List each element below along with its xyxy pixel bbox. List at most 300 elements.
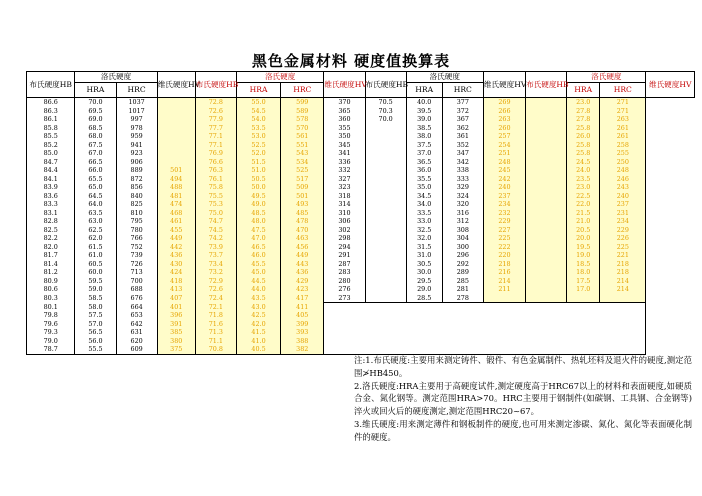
cell-right-3: 333 <box>442 175 483 184</box>
cell-left-3 <box>157 107 195 116</box>
cell-right-1 <box>365 217 406 226</box>
cell-right-7: 218 <box>600 260 646 269</box>
cell-left-5: 48.0 <box>236 217 280 226</box>
table-row <box>27 183 695 192</box>
cell-right-2: 28.5 <box>406 294 442 303</box>
cell-right-6: 25.8 <box>567 149 600 158</box>
cell-right-5 <box>526 158 567 167</box>
cell-left-3 <box>157 158 195 167</box>
cell-right-6: 19.5 <box>567 243 600 252</box>
cell-left-3: 413 <box>157 285 195 294</box>
cell-right-6: 19.0 <box>567 251 600 260</box>
cell-left-0: 79.3 <box>27 328 75 337</box>
cell-left-1: 58.0 <box>75 303 116 312</box>
cell-right-4: 218 <box>483 260 525 269</box>
cell-left-6: 405 <box>281 311 324 320</box>
cell-left-0: 82.0 <box>27 243 75 252</box>
cell-right-5 <box>526 234 567 243</box>
cell-left-4: 76.9 <box>195 149 236 158</box>
cell-right-3: 377 <box>442 98 483 107</box>
header-hra-3: HRA <box>406 83 442 98</box>
cell-right-0: 365 <box>324 107 365 116</box>
cell-right-1 <box>365 158 406 167</box>
cell-right-4: 211 <box>483 285 525 294</box>
cell-left-3: 468 <box>157 209 195 218</box>
cell-right-3: 320 <box>442 200 483 209</box>
cell-left-1: 57.5 <box>75 311 116 320</box>
cell-left-4: 75.0 <box>195 209 236 218</box>
cell-right-5 <box>526 277 567 286</box>
cell-left-4: 77.1 <box>195 132 236 141</box>
cell-right-7: 225 <box>600 243 646 252</box>
cell-left-3: 488 <box>157 183 195 192</box>
cell-left-4: 73.2 <box>195 268 236 277</box>
header-rockwell-1: 洛氏硬度 <box>75 72 157 83</box>
cell-right-0: 306 <box>324 217 365 226</box>
cell-left-0: 85.5 <box>27 132 75 141</box>
header-hrc-1: HRC <box>116 83 157 98</box>
cell-left-0: 86.1 <box>27 115 75 124</box>
cell-right-2: 35.5 <box>406 175 442 184</box>
cell-right-5 <box>526 260 567 269</box>
cell-right-0: 273 <box>324 294 365 303</box>
header-hrc-4: HRC <box>600 83 646 98</box>
cell-right-3: 281 <box>442 285 483 294</box>
cell-left-0: 86.6 <box>27 98 75 107</box>
cell-right-3: 296 <box>442 251 483 260</box>
cell-right-7: 248 <box>600 166 646 175</box>
cell-right-4: 232 <box>483 209 525 218</box>
cell-left-1: 59.5 <box>75 277 116 286</box>
cell-right-5 <box>526 217 567 226</box>
cell-right-1 <box>365 175 406 184</box>
cell-right-1 <box>365 285 406 294</box>
cell-right-2: 30.5 <box>406 260 442 269</box>
table-row <box>27 251 695 260</box>
cell-left-5: 46.5 <box>236 243 280 252</box>
cell-right-1 <box>365 226 406 235</box>
cell-right-4: 220 <box>483 251 525 260</box>
cell-right-4: 229 <box>483 217 525 226</box>
cell-right-1: 70.0 <box>365 115 406 124</box>
cell-left-1: 61.0 <box>75 251 116 260</box>
cell-right-5 <box>526 107 567 116</box>
cell-left-2: 856 <box>116 183 157 192</box>
cell-right-0: 280 <box>324 277 365 286</box>
table-row <box>27 268 695 277</box>
cell-left-2: 688 <box>116 285 157 294</box>
cell-right-0: 323 <box>324 183 365 192</box>
cell-left-6: 470 <box>281 226 324 235</box>
cell-right-7: 231 <box>600 209 646 218</box>
cell-right-0: 327 <box>324 175 365 184</box>
cell-left-1: 69.0 <box>75 115 116 124</box>
note-1: 注:1.布氏硬度:主要用来测定铸件、锻件、有色金属制件、热轧坯料及退火件的硬度,测定范围≯HB450。 <box>354 355 692 378</box>
cell-left-6: 561 <box>281 132 324 141</box>
cell-left-5: 53.5 <box>236 124 280 133</box>
cell-right-0: 294 <box>324 243 365 252</box>
cell-right-6: 20.5 <box>567 226 600 235</box>
cell-right-6: 23.5 <box>567 175 600 184</box>
cell-left-3: 396 <box>157 311 195 320</box>
cell-left-1: 62.0 <box>75 234 116 243</box>
cell-left-0: 82.2 <box>27 234 75 243</box>
cell-right-7: 234 <box>600 217 646 226</box>
cell-right-6: 25.8 <box>567 124 600 133</box>
header-hv-4: 维氏硬度HV <box>646 72 695 98</box>
cell-right-2: 33.5 <box>406 209 442 218</box>
cell-left-3 <box>157 115 195 124</box>
header-hb-2: 布氏硬度HB <box>195 72 236 98</box>
cell-left-4: 76.1 <box>195 175 236 184</box>
cell-left-2: 810 <box>116 209 157 218</box>
cell-left-1: 66.5 <box>75 158 116 167</box>
cell-right-4: 245 <box>483 166 525 175</box>
cell-right-0: 332 <box>324 166 365 175</box>
cell-right-7: 214 <box>600 285 646 294</box>
cell-left-1: 67.5 <box>75 141 116 150</box>
table-row <box>27 209 695 218</box>
cell-right-4: 260 <box>483 124 525 133</box>
cell-right-2: 32.5 <box>406 226 442 235</box>
cell-left-5: 52.0 <box>236 149 280 158</box>
cell-left-6: 534 <box>281 158 324 167</box>
cell-left-5: 40.5 <box>236 345 280 354</box>
cell-left-5: 51.0 <box>236 166 280 175</box>
cell-right-2: 39.0 <box>406 115 442 124</box>
cell-left-4: 72.6 <box>195 285 236 294</box>
table-row <box>27 226 695 235</box>
cell-right-1 <box>365 277 406 286</box>
cell-left-2: 997 <box>116 115 157 124</box>
cell-right-4: 222 <box>483 243 525 252</box>
cell-right-2: 31.5 <box>406 243 442 252</box>
cell-right-3: 285 <box>442 277 483 286</box>
cell-left-2: 664 <box>116 303 157 312</box>
header-hb-1: 布氏硬度HB <box>27 72 75 98</box>
cell-left-6: 478 <box>281 217 324 226</box>
cell-right-2: 37.0 <box>406 149 442 158</box>
cell-left-4: 76.3 <box>195 166 236 175</box>
cell-right-6: 22.5 <box>567 192 600 201</box>
cell-left-3: 449 <box>157 234 195 243</box>
cell-right-5 <box>526 294 567 303</box>
cell-left-0: 83.1 <box>27 209 75 218</box>
cell-right-4: 257 <box>483 132 525 141</box>
cell-right-0: 276 <box>324 285 365 294</box>
cell-left-2: 676 <box>116 294 157 303</box>
cell-left-4: 72.9 <box>195 277 236 286</box>
cell-left-1: 58.5 <box>75 294 116 303</box>
cell-left-3: 430 <box>157 260 195 269</box>
header-hrc-2: HRC <box>281 83 324 98</box>
cell-left-5: 49.5 <box>236 192 280 201</box>
cell-left-4: 77.9 <box>195 115 236 124</box>
cell-left-4: 71.8 <box>195 311 236 320</box>
cell-left-3: 494 <box>157 175 195 184</box>
cell-left-5: 50.0 <box>236 183 280 192</box>
cell-left-5: 42.0 <box>236 320 280 329</box>
cell-left-6: 493 <box>281 200 324 209</box>
cell-right-0: 287 <box>324 260 365 269</box>
cell-right-6: 23.0 <box>567 183 600 192</box>
header-hv-3: 维氏硬度HV <box>483 72 525 98</box>
cell-right-5 <box>526 192 567 201</box>
cell-right-4: 240 <box>483 183 525 192</box>
cell-left-4: 73.9 <box>195 243 236 252</box>
cell-left-3: 407 <box>157 294 195 303</box>
cell-right-7: 229 <box>600 226 646 235</box>
table-row <box>27 107 695 116</box>
cell-right-5 <box>526 175 567 184</box>
cell-left-6: 411 <box>281 303 324 312</box>
note-3: 3.维氏硬度:用来测定薄件和钢板制件的硬度,也可用来测定渗碳、氮化、氮化等表面硬化制件的硬度。 <box>354 418 692 442</box>
cell-left-1: 56.5 <box>75 328 116 337</box>
cell-right-5 <box>526 132 567 141</box>
cell-right-1 <box>365 294 406 303</box>
cell-left-5: 49.0 <box>236 200 280 209</box>
cell-left-2: 766 <box>116 234 157 243</box>
cell-right-6: 24.0 <box>567 166 600 175</box>
cell-right-1 <box>365 192 406 201</box>
cell-left-4: 72.1 <box>195 303 236 312</box>
cell-left-3: 474 <box>157 200 195 209</box>
cell-right-4: 242 <box>483 175 525 184</box>
cell-left-3: 391 <box>157 320 195 329</box>
cell-left-6: 423 <box>281 285 324 294</box>
cell-right-3: 289 <box>442 268 483 277</box>
cell-left-6: 393 <box>281 328 324 337</box>
cell-left-5: 52.5 <box>236 141 280 150</box>
cell-left-2: 631 <box>116 328 157 337</box>
header-hra-1: HRA <box>75 83 116 98</box>
cell-right-4: 254 <box>483 141 525 150</box>
cell-left-3: 481 <box>157 192 195 201</box>
cell-left-3: 501 <box>157 166 195 175</box>
table-row <box>27 98 695 107</box>
cell-left-4: 73.7 <box>195 251 236 260</box>
cell-right-1 <box>365 124 406 133</box>
cell-right-5 <box>526 115 567 124</box>
cell-left-3 <box>157 124 195 133</box>
cell-left-2: 1017 <box>116 107 157 116</box>
table-row <box>27 217 695 226</box>
cell-right-6: 21.0 <box>567 217 600 226</box>
table-row <box>27 303 695 312</box>
cell-right-1 <box>365 200 406 209</box>
cell-left-5: 51.5 <box>236 158 280 167</box>
cell-right-3: 367 <box>442 115 483 124</box>
cell-left-2: 941 <box>116 141 157 150</box>
cell-right-7: 271 <box>600 98 646 107</box>
header-rockwell-3: 洛氏硬度 <box>406 72 483 83</box>
cell-left-1: 68.0 <box>75 132 116 141</box>
cell-right-5 <box>526 268 567 277</box>
cell-left-5: 42.5 <box>236 311 280 320</box>
cell-left-3: 442 <box>157 243 195 252</box>
cell-left-0: 85.8 <box>27 124 75 133</box>
cell-right-2: 29.0 <box>406 285 442 294</box>
cell-left-4: 71.1 <box>195 337 236 346</box>
cell-right-2: 40.0 <box>406 98 442 107</box>
header-hv-2: 维氏硬度HV <box>324 72 365 98</box>
table-row <box>27 260 695 269</box>
cell-right-7: 226 <box>600 234 646 243</box>
cell-left-1: 68.5 <box>75 124 116 133</box>
cell-left-0: 85.0 <box>27 149 75 158</box>
cell-left-6: 517 <box>281 175 324 184</box>
cell-left-1: 64.0 <box>75 200 116 209</box>
cell-right-0: 345 <box>324 141 365 150</box>
cell-left-2: 1037 <box>116 98 157 107</box>
cell-left-6: 551 <box>281 141 324 150</box>
cell-right-7: 261 <box>600 132 646 141</box>
cell-right-6: 20.0 <box>567 234 600 243</box>
table-row <box>27 234 695 243</box>
cell-right-3: 362 <box>442 124 483 133</box>
cell-left-2: 872 <box>116 175 157 184</box>
cell-left-5: 47.0 <box>236 234 280 243</box>
notes-area <box>324 303 646 355</box>
cell-right-4 <box>483 294 525 303</box>
cell-right-3: 312 <box>442 217 483 226</box>
cell-left-2: 700 <box>116 277 157 286</box>
cell-left-3: 385 <box>157 328 195 337</box>
cell-right-6: 18.0 <box>567 268 600 277</box>
cell-left-1: 61.5 <box>75 243 116 252</box>
cell-right-2: 34.5 <box>406 192 442 201</box>
cell-right-0: 302 <box>324 226 365 235</box>
cell-right-7: 214 <box>600 277 646 286</box>
cell-right-2: 33.0 <box>406 217 442 226</box>
cell-left-4: 70.8 <box>195 345 236 354</box>
cell-left-5: 48.5 <box>236 209 280 218</box>
cell-left-4: 71.3 <box>195 328 236 337</box>
cell-right-6: 23.0 <box>567 98 600 107</box>
cell-right-7: 263 <box>600 115 646 124</box>
cell-left-6: 388 <box>281 337 324 346</box>
cell-right-4: 263 <box>483 115 525 124</box>
cell-right-7: 246 <box>600 175 646 184</box>
cell-left-1: 63.5 <box>75 209 116 218</box>
cell-left-0: 82.8 <box>27 217 75 226</box>
cell-right-0: 341 <box>324 149 365 158</box>
cell-left-1: 56.0 <box>75 337 116 346</box>
cell-left-0: 81.4 <box>27 260 75 269</box>
cell-right-3: 278 <box>442 294 483 303</box>
cell-left-4: 74.2 <box>195 234 236 243</box>
cell-left-6: 485 <box>281 209 324 218</box>
cell-left-0: 79.0 <box>27 337 75 346</box>
cell-left-6: 429 <box>281 277 324 286</box>
cell-right-3: 338 <box>442 166 483 175</box>
cell-left-2: 609 <box>116 345 157 354</box>
cell-right-6: 27.8 <box>567 107 600 116</box>
cell-right-7 <box>600 294 646 303</box>
cell-left-6: 456 <box>281 243 324 252</box>
cell-left-5: 43.0 <box>236 303 280 312</box>
cell-left-6: 578 <box>281 115 324 124</box>
cell-left-0: 78.7 <box>27 345 75 354</box>
cell-left-1: 69.5 <box>75 107 116 116</box>
cell-left-0: 80.9 <box>27 277 75 286</box>
cell-right-5 <box>526 226 567 235</box>
cell-right-4: 234 <box>483 200 525 209</box>
cell-right-4: 269 <box>483 98 525 107</box>
cell-left-3 <box>157 132 195 141</box>
cell-left-1: 60.5 <box>75 260 116 269</box>
cell-left-4: 72.6 <box>195 107 236 116</box>
cell-left-3: 436 <box>157 251 195 260</box>
cell-right-3: 304 <box>442 234 483 243</box>
cell-right-7: 261 <box>600 124 646 133</box>
cell-left-2: 959 <box>116 132 157 141</box>
cell-left-6: 525 <box>281 166 324 175</box>
cell-right-4: 225 <box>483 234 525 243</box>
cell-right-1 <box>365 149 406 158</box>
cell-left-1: 60.0 <box>75 268 116 277</box>
cell-left-3 <box>157 98 195 107</box>
table-row <box>27 200 695 209</box>
cell-left-3: 418 <box>157 277 195 286</box>
cell-left-5: 47.5 <box>236 226 280 235</box>
notes <box>354 354 692 444</box>
cell-right-2: 31.0 <box>406 251 442 260</box>
cell-right-7: 258 <box>600 141 646 150</box>
cell-left-6: 417 <box>281 294 324 303</box>
cell-left-5: 55.0 <box>236 98 280 107</box>
cell-right-5 <box>526 243 567 252</box>
cell-right-1 <box>365 251 406 260</box>
cell-left-2: 780 <box>116 226 157 235</box>
cell-right-1 <box>365 243 406 252</box>
cell-right-4: 266 <box>483 107 525 116</box>
cell-right-3: 300 <box>442 243 483 252</box>
cell-right-1: 70.3 <box>365 107 406 116</box>
cell-right-6: 26.0 <box>567 132 600 141</box>
cell-left-4: 71.6 <box>195 320 236 329</box>
cell-right-1: 70.5 <box>365 98 406 107</box>
header-hb-4: 布氏硬度HB <box>526 72 567 98</box>
cell-right-6: 17.0 <box>567 285 600 294</box>
cell-left-5: 41.0 <box>236 337 280 346</box>
cell-left-0: 79.8 <box>27 311 75 320</box>
cell-left-5: 44.5 <box>236 277 280 286</box>
cell-left-0: 83.9 <box>27 183 75 192</box>
cell-right-2: 38.0 <box>406 132 442 141</box>
cell-left-2: 620 <box>116 337 157 346</box>
table-row <box>27 294 695 303</box>
header-rockwell-2: 洛氏硬度 <box>236 72 323 83</box>
cell-right-0: 370 <box>324 98 365 107</box>
cell-left-0: 80.3 <box>27 294 75 303</box>
table-row <box>27 158 695 167</box>
cell-right-5 <box>526 166 567 175</box>
cell-right-6: 22.0 <box>567 200 600 209</box>
cell-left-6: 589 <box>281 107 324 116</box>
cell-right-2: 30.0 <box>406 268 442 277</box>
cell-left-6: 463 <box>281 234 324 243</box>
cell-left-1: 67.0 <box>75 149 116 158</box>
cell-right-7: 218 <box>600 268 646 277</box>
cell-left-3: 380 <box>157 337 195 346</box>
cell-left-3: 455 <box>157 226 195 235</box>
cell-right-5 <box>526 251 567 260</box>
cell-right-5 <box>526 209 567 218</box>
cell-left-3: 461 <box>157 217 195 226</box>
cell-right-2: 36.5 <box>406 158 442 167</box>
cell-right-0: 355 <box>324 124 365 133</box>
